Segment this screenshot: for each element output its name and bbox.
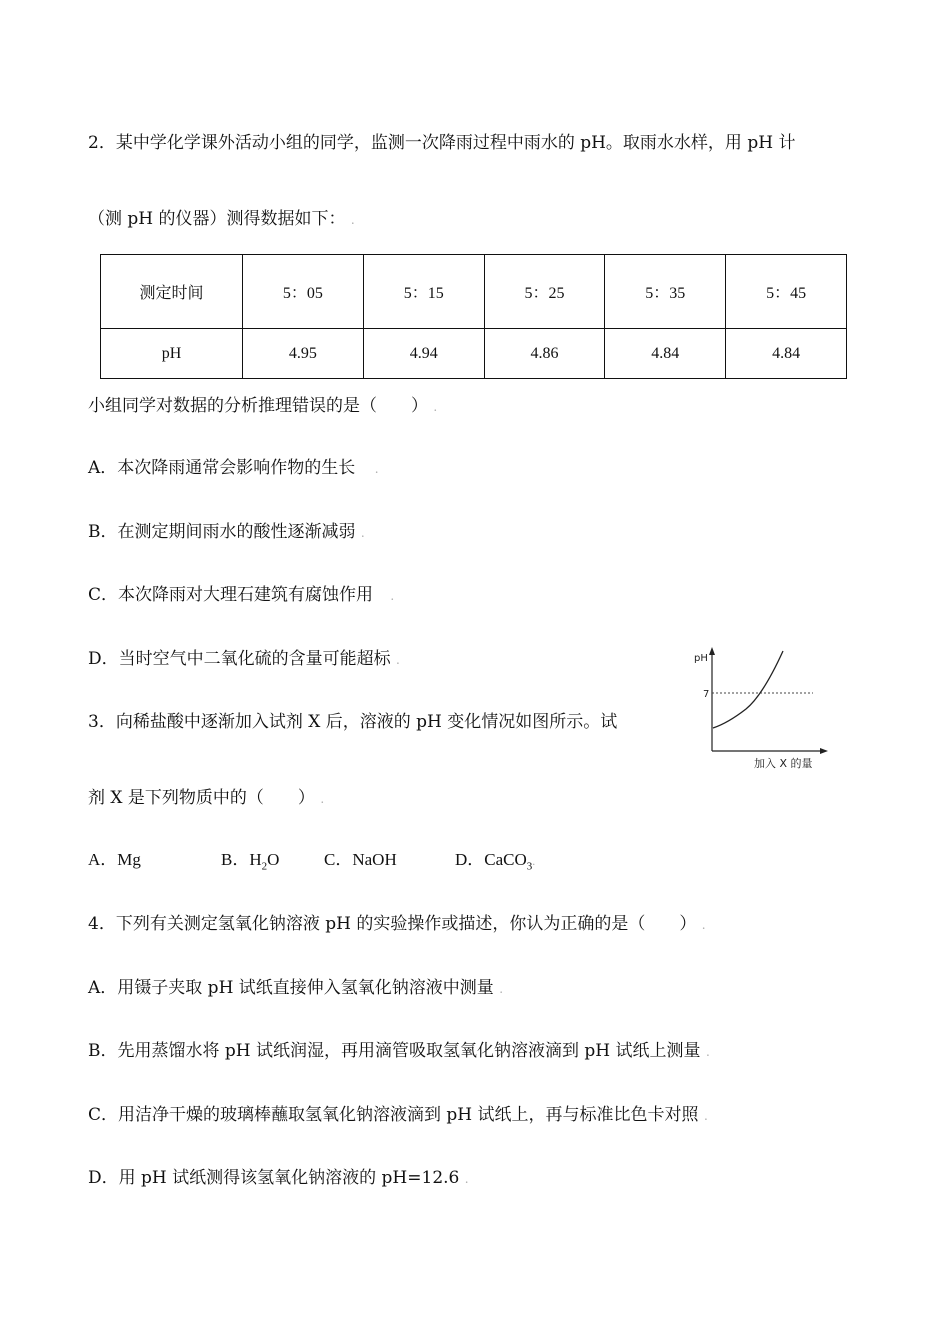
table-cell-ph: 4.95: [243, 329, 364, 379]
q3-option-a: A．Mg: [88, 850, 141, 869]
q4-option-b-text: B．先用蒸馏水将 pH 试纸润湿，再用滴管吸取氢氧化钠溶液滴到 pH 试纸上测量: [88, 1041, 701, 1061]
q4-option-d: [88, 1166, 469, 1191]
q3-option-b: [221, 848, 279, 878]
ph-curve-graph: [688, 645, 838, 775]
q2-option-b: [88, 520, 365, 545]
table-row-time: [101, 255, 847, 329]
q2-option-c: [88, 583, 394, 608]
q3-option-d: [455, 848, 535, 878]
q3-stem-line2-text: 剂 X 是下列物质中的（ ）: [88, 788, 315, 808]
q2-option-b-mark: .: [360, 526, 365, 540]
q3-option-d-mark: .: [532, 854, 536, 868]
q4-option-c-text: C．用洁净干燥的玻璃棒蘸取氢氧化钠溶液滴到 pH 试纸上，再与标准比色卡对照: [88, 1105, 699, 1125]
q3-stem-line2-mark: .: [320, 792, 325, 806]
q4-option-b: [88, 1039, 710, 1064]
ph-curve: [713, 651, 783, 728]
q3-option-c: C．NaOH: [324, 850, 397, 869]
q3-stem-line1: 3．向稀盐酸中逐渐加入试剂 X 后，溶液的 pH 变化情况如图所示。试: [88, 712, 618, 732]
q2-stem-line1: 2．某中学化学课外活动小组的同学，监测一次降雨过程中雨水的 pH。取雨水水样，用 pH 计: [88, 133, 796, 153]
q4-stem: [88, 912, 706, 937]
q2-stem-line2: [88, 207, 355, 232]
table-cell-ph: 4.84: [726, 329, 847, 379]
table-cell-time: 5：25: [484, 255, 605, 329]
q4-option-d-mark: .: [464, 1172, 469, 1186]
q3-option-b-sub: 2: [261, 860, 268, 873]
q4-stem-text: 4．下列有关测定氢氧化钠溶液 pH 的实验操作或描述，你认为正确的是（ ）: [88, 914, 697, 934]
table-header-time: 测定时间: [101, 255, 243, 329]
ph7-label: 7: [703, 689, 710, 700]
q4-option-a-mark: .: [499, 982, 504, 996]
q2-option-a-text: A．本次降雨通常会影响作物的生长: [88, 458, 356, 478]
table-cell-time: 5：05: [243, 255, 364, 329]
q2-question-text: 小组同学对数据的分析推理错误的是（ ）: [88, 396, 428, 416]
q2-option-c-mark: .: [390, 589, 395, 603]
table-cell-ph: 4.84: [605, 329, 726, 379]
q4-option-c: [88, 1103, 708, 1128]
table-header-ph: pH: [101, 329, 243, 379]
q2-option-d-mark: .: [396, 653, 400, 667]
y-axis-arrow: [709, 647, 715, 655]
x-axis-label: 加入 X 的量: [754, 757, 813, 770]
q4-option-b-mark: .: [705, 1045, 710, 1059]
q2-option-a: [88, 456, 379, 481]
q2-question: [88, 394, 437, 419]
q4-option-a: [88, 976, 503, 1001]
q2-option-c-text: C．本次降雨对大理石建筑有腐蚀作用: [88, 585, 374, 605]
table-row-ph: [101, 329, 847, 379]
q2-option-d: [88, 647, 400, 672]
x-axis-arrow: [820, 748, 828, 754]
y-axis-label: pH: [694, 653, 708, 664]
q2-stem-line2-text: （测 pH 的仪器）测得数据如下：: [88, 209, 346, 229]
table-cell-time: 5：45: [726, 255, 847, 329]
q2-option-a-mark: .: [374, 462, 379, 476]
q3-option-b-tail: O: [267, 850, 280, 869]
q2-option-d-text: D．当时空气中二氧化硫的含量可能超标: [88, 649, 391, 669]
q2-question-mark: .: [433, 400, 438, 414]
q3-option-b-text: B．H: [221, 850, 262, 869]
q3-option-d-text: D．CaCO: [455, 850, 527, 869]
table-cell-ph: 4.94: [363, 329, 484, 379]
q4-option-d-text: D．用 pH 试纸测得该氢氧化钠溶液的 pH=12.6: [88, 1168, 460, 1188]
q2-option-b-text: B．在测定期间雨水的酸性逐渐减弱: [88, 522, 356, 542]
table-cell-time: 5：35: [605, 255, 726, 329]
table-cell-ph: 4.86: [484, 329, 605, 379]
q3-option-d-sub: 3: [526, 860, 533, 873]
ph-data-table: [100, 254, 847, 379]
q4-stem-mark: .: [701, 918, 706, 932]
table-cell-time: 5：15: [363, 255, 484, 329]
q4-option-a-text: A．用镊子夹取 pH 试纸直接伸入氢氧化钠溶液中测量: [88, 978, 494, 998]
q4-option-c-mark: .: [703, 1109, 708, 1123]
q3-stem-line2: [88, 786, 324, 811]
q2-stem-line2-mark: .: [350, 213, 355, 227]
